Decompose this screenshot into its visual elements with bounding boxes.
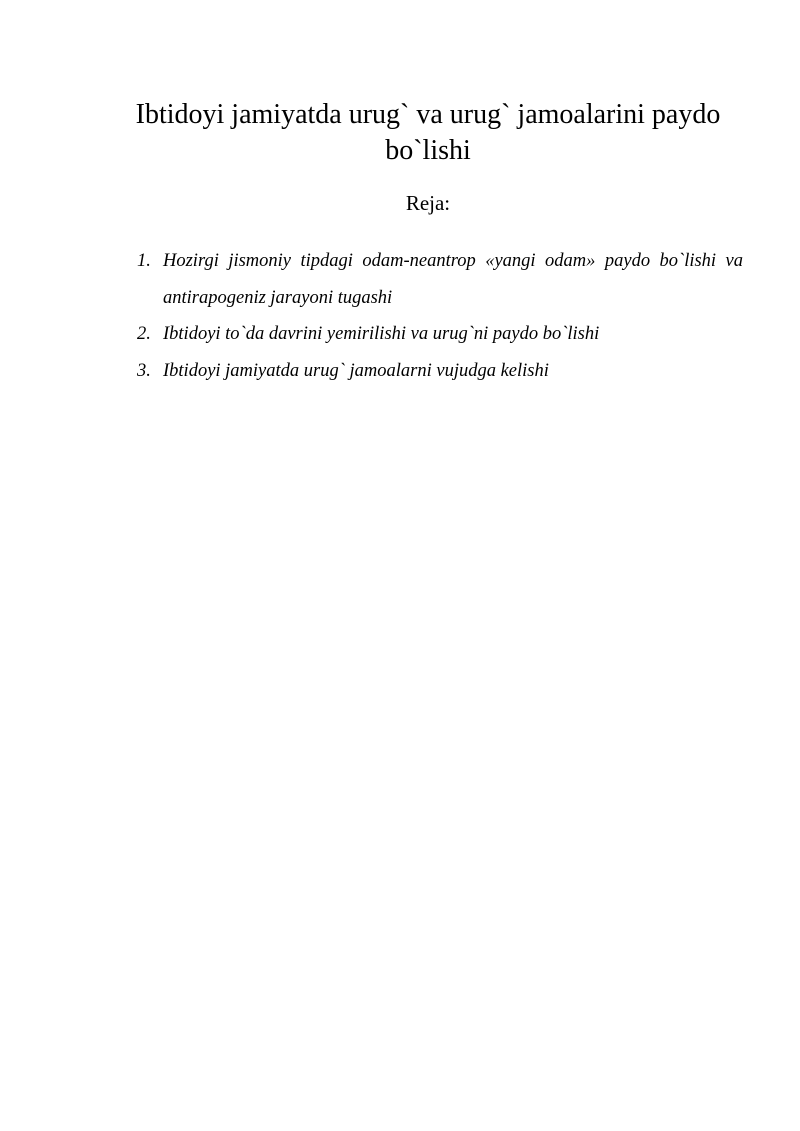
list-item-number: 3.: [137, 360, 151, 381]
list-item: [130, 316, 743, 353]
list-item-text: Ibtidoyi jamiyatda urug` jamoalarni vujudga kelishi: [163, 360, 549, 381]
plan-list: [130, 243, 743, 389]
list-item-number: 2.: [137, 324, 151, 344]
document-title: Ibtidoyi jamiyatda urug` va urug` jamoalarini paydo bo`lishi: [135, 99, 721, 166]
list-item-text: Hozirgi jismoniy tipdagi odam-neantrop «yangi odam» paydo bo`lishi va antirapogeniz jarayoni tugashi: [163, 251, 743, 308]
list-item: [130, 243, 743, 316]
list-item-number: 1.: [137, 251, 151, 271]
list-item: [130, 353, 743, 390]
list-item-text: Ibtidoyi to`da davrini yemirilishi va urug`ni paydo bo`lishi: [163, 324, 600, 344]
plan-heading: Reja:: [405, 191, 451, 215]
